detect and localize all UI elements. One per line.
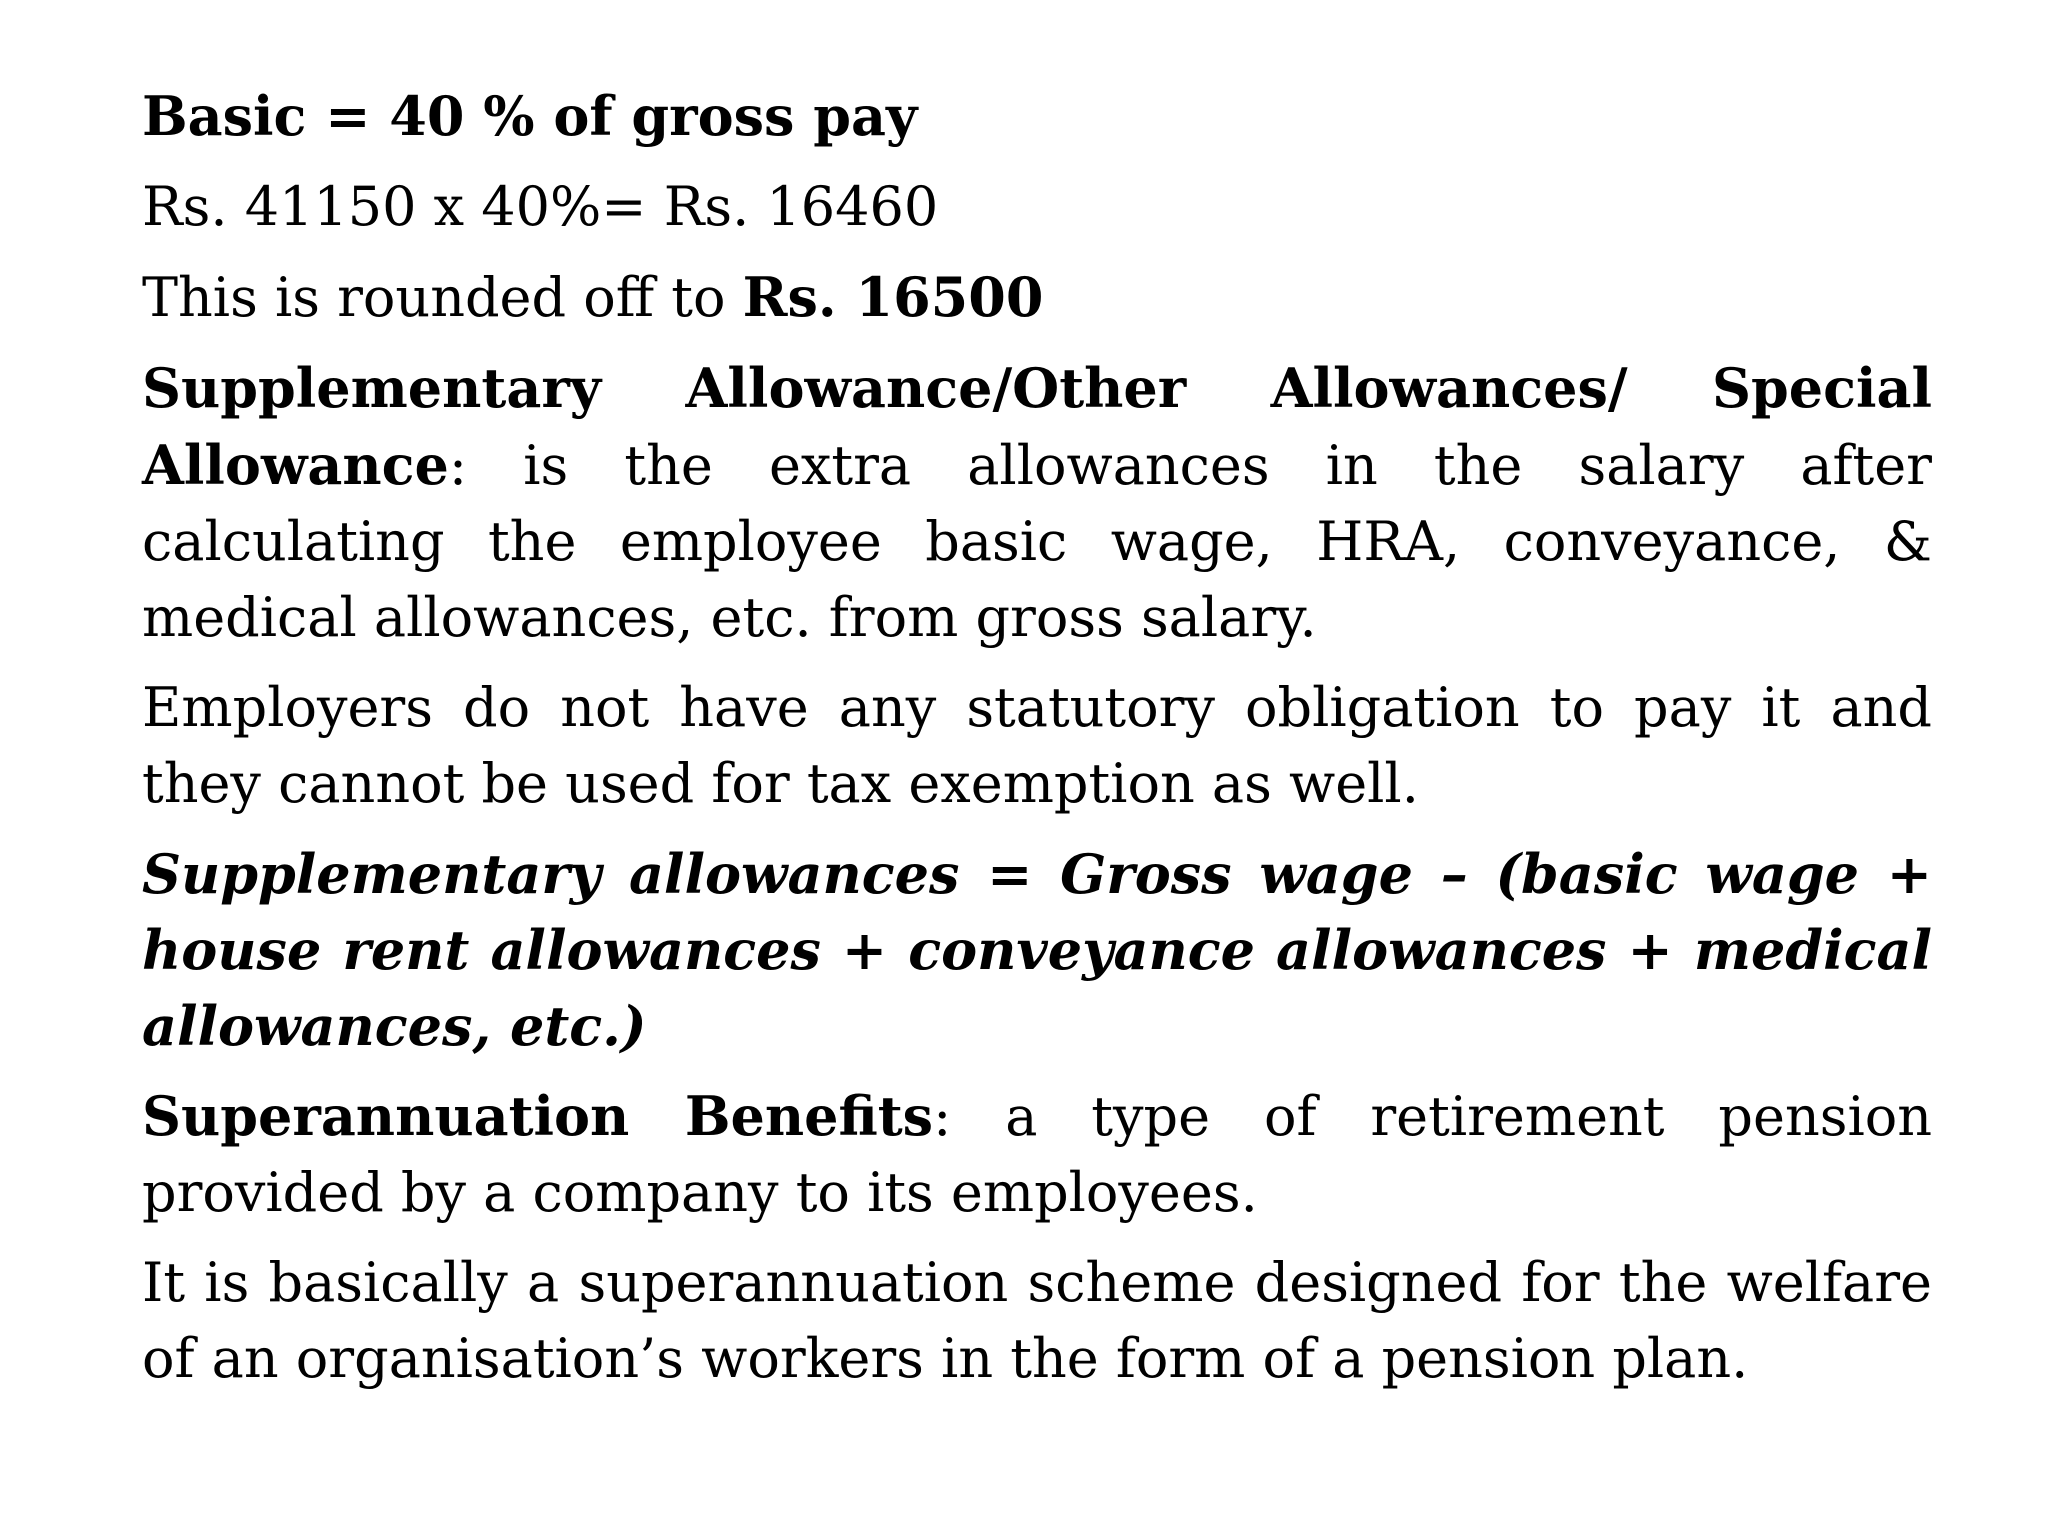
superannuation-definition: [142, 1078, 1932, 1231]
superannuation-note: [142, 1245, 1932, 1397]
superannuation-term: Superannuation Benefits: [142, 1084, 934, 1148]
supplementary-formula: [142, 836, 1932, 1064]
superannuation-note-text: It is basically a superannuation scheme designed for the welfare of an organisation’s workers in the form of a pension plan.: [142, 1251, 1932, 1390]
basic-calculation: [142, 169, 1932, 245]
superannuation-definition-text: : a type of retirement pension provided by a company to its employees.: [142, 1085, 1932, 1224]
slide-content: [142, 78, 1932, 1411]
basic-rounded-value: Rs. 16500: [742, 265, 1044, 329]
supplementary-definition: [142, 350, 1932, 656]
basic-heading: [142, 78, 1932, 155]
basic-calculation-text: Rs. 41150 x 40%= Rs. 16460: [142, 175, 939, 238]
basic-heading-text: Basic = 40 % of gross pay: [142, 84, 918, 148]
basic-rounded: [142, 259, 1932, 336]
supplementary-note: [142, 670, 1932, 822]
supplementary-term: Supplementary Allowance/Other Allowances/ Special Allowance: [142, 356, 1932, 497]
supplementary-formula-text: Supplementary allowances = Gross wage – (basic wage + house rent allowances + conveyance allowances + medical allowances, etc.): [142, 842, 1932, 1058]
basic-rounded-prefix: This is rounded off to: [142, 266, 743, 329]
supplementary-note-text: Employers do not have any statutory obligation to pay it and they cannot be used for tax exemption as well.: [142, 676, 1932, 815]
supplementary-definition-text: : is the extra allowances in the salary after calculating the employee basic wage, HRA, conveyance, & medical allowances, etc. from gross salary.: [142, 434, 1932, 649]
